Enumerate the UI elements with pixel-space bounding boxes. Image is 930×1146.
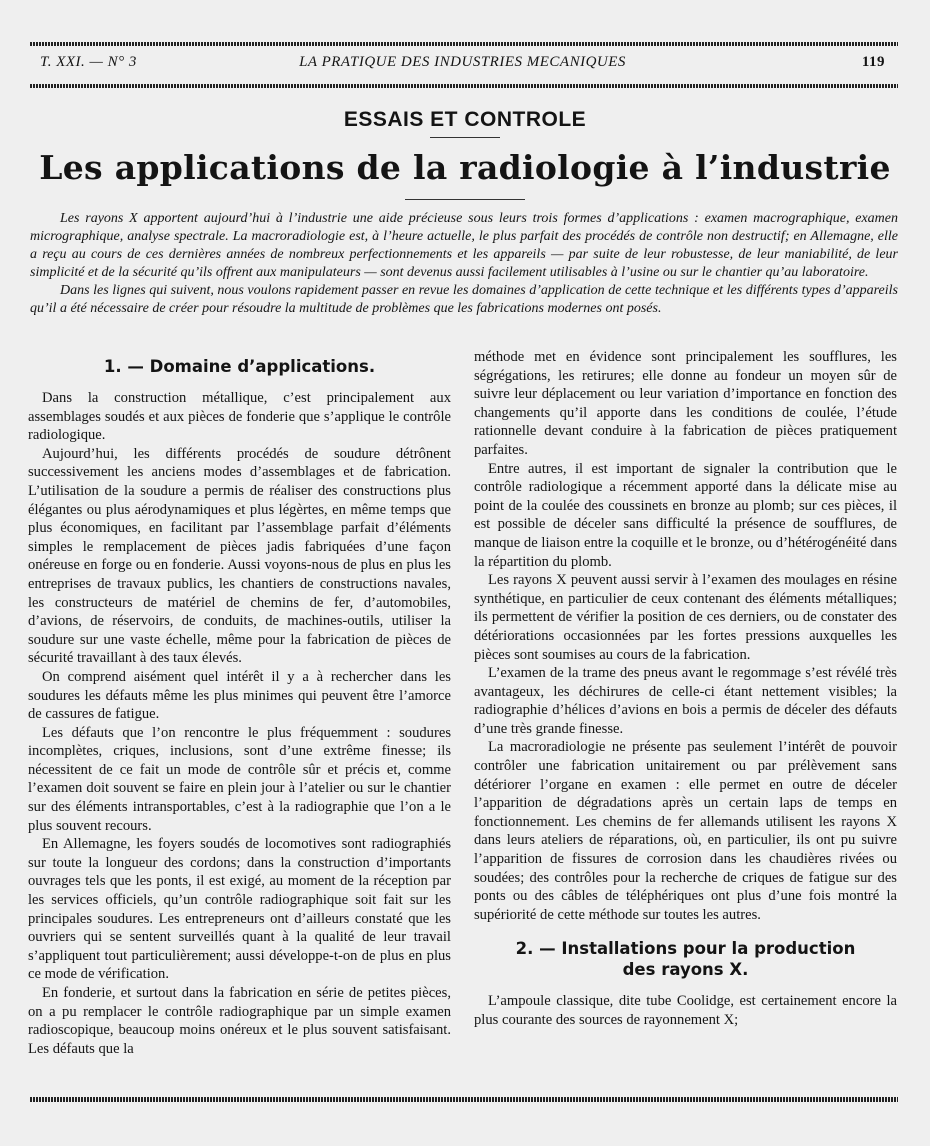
- journal-title: LA PRATIQUE DES INDUSTRIES MECANIQUES: [299, 54, 626, 70]
- body-paragraph: Aujourd’hui, les différents procédés de soudure détrônent successivement les anciens modes d’assemblages et de fabrication. L’utilisation de la soudure a permis de réaliser des constructions plus élégantes ou plus aérodynamiques et plus légèrtes, en même temps que plus économiques, en facilitant par l’assemblage parfait d’éléments simples le remplacement de pièces jadis fabriquées d’une façon onéreuse en forge ou en fonderie. Aussi voyons-nous de plus en plus les entreprises de travaux publics, les chantiers de constructions navales, les constructeurs de matériel de chemins de fer, d’automobiles, d’avions, de réservoirs, de conduits, de machines-outils, utiliser la soudure sur une vaste échelle, même pour la fabrication de pièces de sécurité travaillant à des taux élevés.: [28, 445, 451, 667]
- abstract-paragraph: Les rayons X apportent aujourd’hui à l’industrie une aide précieuse sous leurs trois formes d’applications : examen macrographique, examen micrographique, analyse spectrale. La macroradiologie est, à l’heure actuelle, le plus parfait des procédés de contrôle non destructif; en Allemagne, elle a reçu au cours de ces dernières années de nombreux perfectionnements et les appareils — par suite de leur robustesse, de leur maniabilité, de leur simplicité et de la sécurité qu’ils offrent aux manipulateurs — sont devenus aussi facilement utilisables à l’usine ou sur le chantier qu’au laboratoire.: [30, 211, 898, 280]
- left-column: [28, 348, 451, 1058]
- volume-issue: T. XXI. — N° 3: [40, 54, 137, 70]
- body-paragraph: L’examen de la trame des pneus avant le regommage s’est révélé très avantageux, les déchirures de celle-ci étant nettement visibles; la radiographie d’hélices d’avions en bois a permis de déceler des défauts d’une très grande finesse.: [474, 665, 897, 737]
- section-1-heading: 1. — Domaine d’applications.: [103, 357, 376, 376]
- body-paragraph: Entre autres, il est important de signaler la contribution que le contrôle radiologique a récemment apporté dans la délicate mise au point de la coulée des coussinets en bronze au plomb; sur ces pièces, il est possible de déceler sans difficulté la présence de soufflures, de manque de liaison entre la coquille et le bronze, ou d’hétérogénéité dans la répartition du plomb.: [474, 460, 897, 570]
- abstract: [30, 210, 898, 318]
- body-paragraph: En Allemagne, les foyers soudés de locomotives sont radiographiés sur toute la longueur des cordons; dans la construction d’importants ouvrages tels que les ponts, il est exigé, au moment de la réception par les services officiels, qu’un contrôle radiographique soit fait sur les principales soudures. Les entrepreneurs ont d’ailleurs constaté que les ouvriers qui se sentent surveillés quant à la qualité de leur travail s’appliquent tout particulièrement; aussi développe-t-on de plus en plus ce mode de vérification.: [28, 836, 451, 983]
- top-dotted-rule: [30, 42, 898, 46]
- body-paragraph: On comprend aisément quel intérêt il y a à rechercher dans les soudures les défauts même les plus minimes qui peuvent être l’amorce de cassures de fatigue.: [28, 668, 451, 723]
- body-paragraph: Les défauts que l’on rencontre le plus fréquemment : soudures incomplètes, criques, inclusions, sont d’une extrême finesse; ils nécessitent de ce fait un mode de contrôle sûr et précis et, comme l’examen doit souvent se faire en plein jour à l’atelier ou sur le chantier sur des éléments intransportables, c’est à la radiographie que l’on a le plus souvent recours.: [28, 724, 451, 834]
- right-column: [474, 348, 897, 1030]
- title-divider: [430, 137, 500, 138]
- bottom-dotted-rule: [30, 1097, 898, 1102]
- article-title: Les applications de la radiologie à l’industrie: [39, 148, 891, 187]
- header-dotted-rule: [30, 84, 898, 88]
- abstract-paragraph: Dans les lignes qui suivent, nous voulons rapidement passer en revue les domaines d’application de cette technique et les différents types d’appareils qu’il a été nécessaire de créer pour résoudre la multitude de problèmes que les fabrications modernes ont posés.: [30, 283, 898, 316]
- body-paragraph: En fonderie, et surtout dans la fabrication en série de petites pièces, on a pu remplacer le contrôle radiographique par un simple examen radioscopique, beaucoup moins onéreux et le plus souvent satisfaisant. Les défauts que la: [28, 985, 451, 1057]
- body-paragraph: Les rayons X peuvent aussi servir à l’examen des moulages en résine synthétique, en particulier de ceux contenant des éléments métalliques; ils permettent de vérifier la position de ces derniers, ou de constater des détériorations occasionnées par les fortes pressions auxquelles les pièces sont soumises au cours de la fabrication.: [474, 572, 897, 663]
- page-number: 119: [861, 54, 885, 70]
- section-2-heading: [474, 938, 897, 980]
- title-underline: [405, 199, 525, 200]
- body-paragraph: L’ampoule classique, dite tube Coolidge, est certainement encore la plus courante des sources de rayonnement X;: [474, 993, 897, 1028]
- section-label: ESSAIS ET CONTROLE: [343, 108, 587, 131]
- body-paragraph: méthode met en évidence sont principalement les soufflures, les ségrégations, les retirures; elle donne au fondeur un moyen sûr de suivre leur déplacement ou leur variation d’importance en fonction des changements qu’il apporte dans les conditions de coulée, l’étude rationnelle devant conduire à la fabrication de pièces pratiquement parfaites.: [474, 349, 897, 458]
- section-2-heading-line2: des rayons X.: [622, 960, 749, 980]
- body-paragraph: Dans la construction métallique, c’est principalement aux assemblages soudés et aux pièces de fonderie que s’applique le contrôle radiologique.: [28, 390, 451, 444]
- body-paragraph: La macroradiologie ne présente pas seulement l’intérêt de pouvoir contrôler une fabrication unitairement ou par prélèvement sans détériorer l’organe en examen : elle permet en outre de déceler l’apparition de dégradations après un certain laps de temps en fonctionnement. Les chemins de fer allemands utilisent les rayons X dans leurs ateliers de réparations, où, en particulier, ils ont pu suivre l’apparition de fissures de corrosion dans les chaudières rivées ou soudées; des contrôles pour la recherche de criques de fatigue sur des ponts ou des câbles de téléphériques ont plus d’une fois montré la supériorité de cette méthode sur toutes les autres.: [474, 739, 897, 923]
- running-head: [40, 52, 885, 76]
- section-2-heading-line1: 2. — Installations pour la production: [515, 939, 856, 959]
